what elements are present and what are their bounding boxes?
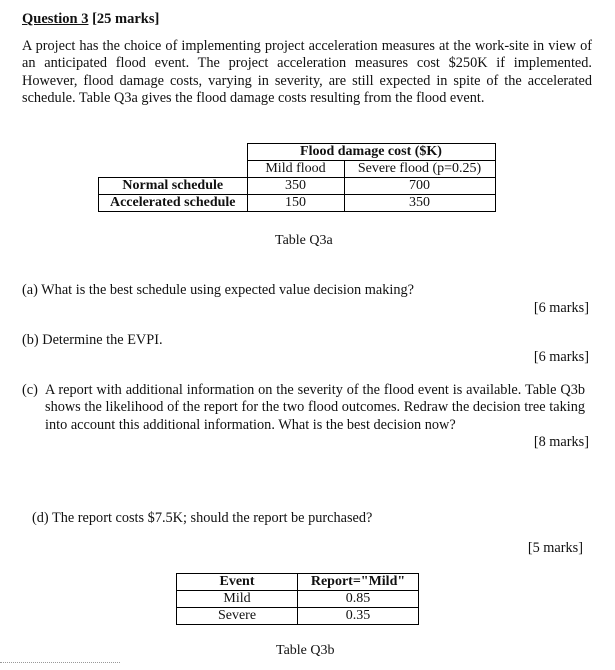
part-b-marks: [6 marks] <box>533 349 589 365</box>
table-q3a-caption: Table Q3a <box>275 233 333 248</box>
row-label-accelerated: Accelerated schedule <box>99 195 248 212</box>
table-corner <box>99 161 248 178</box>
table-row <box>99 161 496 178</box>
question-intro: A project has the choice of implementing project acceleration measures at the work-site in view of an anticipated flood event. The project acceleration measures cost $250K if implemented. However, flood damage costs, varying in severity, are still expected in spite of the accelerated schedule. Table Q3a gives the flood damage costs resulting from the flood event. <box>22 38 592 107</box>
part-a-marks: [6 marks] <box>533 300 589 316</box>
column-header-mild: Mild flood <box>247 161 344 178</box>
cell-accelerated-severe: 350 <box>344 195 495 212</box>
table-row <box>99 178 496 195</box>
table-row <box>177 591 419 608</box>
table-q3a <box>98 143 496 212</box>
cell-event-severe: Severe <box>177 608 298 625</box>
part-c-label: (c) <box>22 382 38 398</box>
question-marks: [25 marks] <box>92 11 160 27</box>
page-cut-edge <box>0 662 120 669</box>
question-title: Question 3 <box>22 11 89 27</box>
part-c-marks: [8 marks] <box>533 434 589 450</box>
table-corner <box>99 144 248 161</box>
cell-accelerated-mild: 150 <box>247 195 344 212</box>
cell-report-mild: 0.85 <box>298 591 419 608</box>
question-heading <box>22 11 159 28</box>
part-c-text: A report with additional information on the severity of the flood event is available. Table Q3b shows the likelihood of the report for the two flood outcomes. Redraw the decision tree taking into account this additional information. What is the best decision now? <box>45 382 585 433</box>
part-d-marks: [5 marks] <box>527 540 583 556</box>
column-header-report: Report="Mild" <box>298 574 419 591</box>
cell-normal-mild: 350 <box>247 178 344 195</box>
cell-report-severe: 0.35 <box>298 608 419 625</box>
table-q3b-caption: Table Q3b <box>276 643 335 658</box>
table-row <box>177 608 419 625</box>
table-row <box>177 574 419 591</box>
table-q3b <box>176 573 419 625</box>
part-a-text: (a) What is the best schedule using expected value decision making? <box>22 282 414 298</box>
column-header-event: Event <box>177 574 298 591</box>
table-group-header: Flood damage cost ($K) <box>247 144 495 161</box>
table-row <box>99 195 496 212</box>
part-b-text: (b) Determine the EVPI. <box>22 332 163 348</box>
table-row <box>99 144 496 161</box>
cell-event-mild: Mild <box>177 591 298 608</box>
row-label-normal: Normal schedule <box>99 178 248 195</box>
column-header-severe: Severe flood (p=0.25) <box>344 161 495 178</box>
cell-normal-severe: 700 <box>344 178 495 195</box>
part-d-text: (d) The report costs $7.5K; should the report be purchased? <box>32 510 373 526</box>
